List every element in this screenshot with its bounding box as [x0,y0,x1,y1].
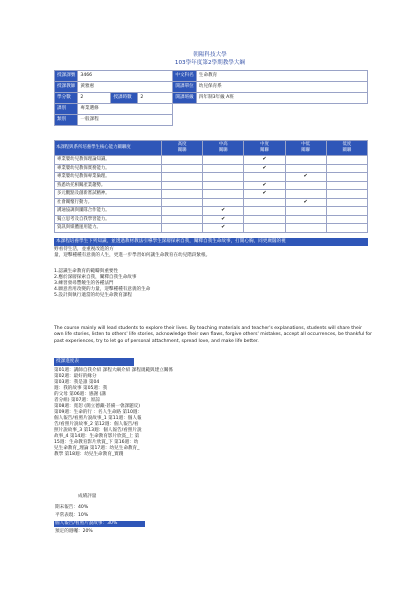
empty-cell [203,156,244,165]
level-mid-high-header: 中高 關聯 [203,141,244,156]
weekly-outline: 第01週：講師自我介紹 課程大綱介紹 課程規範與建立關係 第02週：最好的緣分 第03週：我是誰 第04 週：我的故事 第05週：我 的父母 第06週：感謝 (講 者分組) 第07週：原諒 第08週：寬恕 (簡立德藏-甚備一會課題反) 第09週：生命的行 ：名人生命路 第10週： 個人報告/看照片說故事_1 第11週：個人報 告/看照片說故事_2 第12週：個人報告/看 照片說故事_3 第13週：個人報告/看照片說 故事_4 第14週：生命教育影片欣賞_上 第 15週：生命教育影片欣賞_下 第16週：幼 兒生命教育_理論 第17週：幼兒生命教育_ 教學 第18週：幼兒生命教育_實踐 [54,368,174,457]
instructor-label: 授課教師 [55,82,78,93]
empty-cell [326,198,367,207]
empty-cell [326,173,367,182]
course-type-label: 課別 [55,104,78,115]
grading-label: 預定的週囑： [55,529,83,534]
grading-value: 30% [107,521,118,526]
school-name: 朝陽科技大學 [193,52,227,58]
empty-cell [326,156,367,165]
empty-cell [326,215,367,224]
empty-cell [162,156,203,165]
competency-row [55,207,368,216]
objectives-continuation: 野看待生活，並重視改進的方 [54,247,114,252]
empty-cell [244,198,285,207]
empty-cell [285,224,326,233]
competency-label: 資訊與媒體運用能力。 [55,224,162,233]
competency-row [55,190,368,199]
empty-cell [162,198,203,207]
grading-item [54,513,125,519]
check-mark-icon: ✔ [203,207,244,216]
competency-row [55,215,368,224]
check-mark-icon: ✔ [285,198,326,207]
empty-cell [326,224,367,233]
grading-item [54,529,125,535]
empty-cell [203,164,244,173]
empty-cell [326,207,367,216]
competency-label: 溝通協調與團隊合作能力。 [55,207,162,216]
competency-header: 本課程與系所培養學生核心能力關聯度 [55,141,162,156]
competency-label: 獨立思考及自我學習能力。 [55,215,162,224]
empty-cell [203,190,244,199]
grading-label: 個人報告/看照片說故事： [55,521,108,526]
grading-value: 10% [77,513,89,518]
course-name-label: 中文科名 [173,71,196,82]
objectives-english: The course mainly will lead students to explore their lives. By teaching materials and teacher's explanations, students will share their own life stories, listen to others' life stories, acknowledge their own flaws, forgive others' mistakes, accept all occurrences, be thankful for past experiences, try to let go of personal attachment, spread love, and make life better. [54,326,372,344]
course-id-value: 3466 [78,71,173,82]
empty-cell [162,224,203,233]
instructor-value: 黃雅惠 [78,82,173,93]
empty-cell [203,173,244,182]
empty-cell [244,215,285,224]
level-high-header: 高度 關聯 [162,141,203,156]
course-name-value: 生命教育 [196,71,367,82]
grading-title: 成績評量 [78,494,97,499]
grading-value: 20% [82,529,93,534]
empty-cell [162,207,203,216]
empty-cell [285,156,326,165]
department-label: 開課單位 [173,82,196,93]
class-label: 開課班級 [173,93,196,104]
empty-cell [285,181,326,190]
empty-cell [162,164,203,173]
course-type-value: 專業選修 [78,104,173,115]
check-mark-icon: ✔ [244,164,285,173]
competency-label: 專業嬰幼兒教保理論知識。 [55,156,162,165]
empty-cell [326,181,367,190]
department-value: 幼兒保育系 [196,82,367,93]
competency-row [55,224,368,233]
grading-value: 40% [77,505,89,510]
outline-title: 授課進度表 [54,358,134,366]
competency-label: 多元觀點及創新嘗試精神。 [55,190,162,199]
check-mark-icon: ✔ [244,156,285,165]
competency-label: 熟悉幼托相關產業趨勢。 [55,181,162,190]
hours-label: 授課時數 [111,93,138,104]
category-value: 一般課程 [78,115,173,126]
empty-cell [285,164,326,173]
syllabus-title: 103學年度第2學期教學大綱 [174,60,246,66]
level-mid-low-header: 中低 關聯 [285,141,326,156]
empty-cell [326,164,367,173]
competency-row [55,173,368,182]
competency-table [54,140,368,233]
empty-cell [244,173,285,182]
empty-cell [162,181,203,190]
empty-cell [326,190,367,199]
competency-row [55,181,368,190]
check-mark-icon: ✔ [203,224,244,233]
check-mark-icon: ✔ [203,215,244,224]
competency-row [55,198,368,207]
empty-cell [285,207,326,216]
hours-value: 2 [138,93,173,104]
competency-label: 社會關懷行動力。 [55,198,162,207]
credits-value: 2 [78,93,111,104]
empty-cell [244,207,285,216]
level-mid-header: 中度 關聯 [244,141,285,156]
empty-cell [285,190,326,199]
category-label: 類別 [55,115,78,126]
course-id-label: 授課課號 [55,71,78,82]
empty-cell [244,224,285,233]
empty-cell [162,215,203,224]
empty-cell [162,190,203,199]
grading-item [54,505,125,511]
grading-item [54,521,145,527]
objectives-title: 本課程培養學生下列知識，並透過教材教法引導學生深層探索自我，闡釋自我生命故事，打開心胸，同更廣闊的視 [54,238,368,246]
check-mark-icon: ✔ [244,190,285,199]
competency-row [55,156,368,165]
check-mark-icon: ✔ [285,173,326,182]
objectives-continuation-2: 量，迎擊種種有意義的人生，更進一步學習如何讓生命教育在幼兒階段紮根。 [54,253,211,258]
competency-row [55,164,368,173]
empty-cell [203,181,244,190]
competency-label: 專業嬰幼兒教保專業倫理。 [55,173,162,182]
class-value: 四年制3年級 A班 [196,93,367,104]
empty-cell [162,173,203,182]
competency-label: 專業嬰幼兒教保實務能力。 [55,164,162,173]
course-info-table [54,70,368,126]
empty-cell [203,198,244,207]
check-mark-icon: ✔ [244,181,285,190]
credits-label: 學分數 [55,93,78,104]
empty-cell [285,215,326,224]
level-low-header: 低度 關聯 [326,141,367,156]
objectives-list: 1.認識生命教育的範疇與重要性 2.應於深層探索自我，闡釋自我生命故事 3.練習發尋豐饒生的各種法門 4.願意善用改變的力量，迎擊種種有意義的生命 5.設計與執行適當的幼兒生命教育課程 [54,269,151,298]
grading-label: 期末報告： [55,505,78,510]
grading-label: 平常表現： [55,513,78,518]
